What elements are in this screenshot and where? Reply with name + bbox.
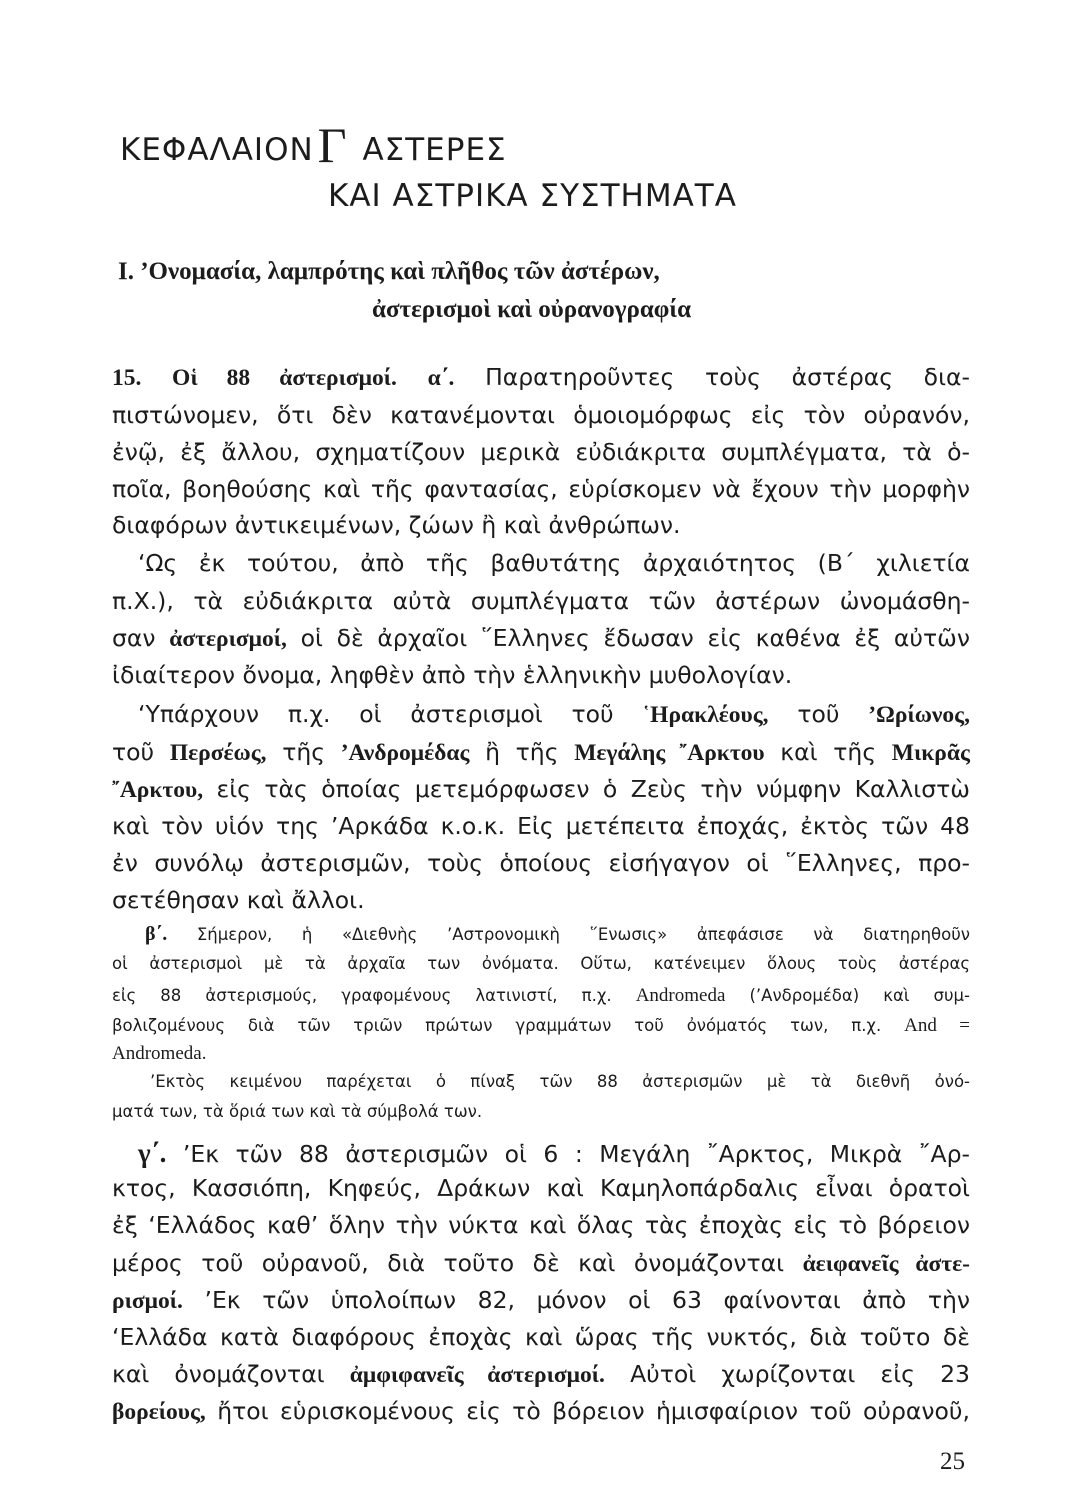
text-span: ἤτοι εὑρισκομένους εἰς τὸ βόρειον ἡμισφαίριον τοῦ οὐρανοῦ, [217, 1397, 970, 1425]
text-line: Παρατηροῦντες τοὺς ἀστέρας δια- [485, 363, 970, 391]
text-span: κτος, Κασσιόπη, Κηφεύς, Δράκων καὶ Καμηλοπάρδαλις εἶναι ὁρατοὶ [112, 1174, 970, 1202]
text-span: ‘Ως ἐκ τούτου, ἀπὸ τῆς βαθυτάτης ἀρχαιότητος (Β΄ χιλιετία [138, 549, 970, 577]
text-span: ’Εκτὸς κειμένου παρέχεται ὁ πίναξ τῶν 88 ἀστερισμῶν μὲ τὰ διεθνῆ ὀνό- [150, 1072, 970, 1091]
text-line [112, 1360, 970, 1388]
text-span: οἱ δὲ ἀρχαῖοι ῞Ελληνες ἔδωσαν εἰς καθένα ἐξ αὐτῶν [300, 624, 970, 652]
text-span: μέρος τοῦ οὐρανοῦ, διὰ τοῦτο δὲ καὶ ὀνομάζονται [112, 1249, 785, 1277]
bold-term: ἀμφιφανεῖς ἀστερισμοί. [349, 1362, 605, 1388]
text-line [112, 624, 970, 652]
bold-term: ’Ανδρομέδας [340, 740, 470, 766]
text-span: ’Εκ τῶν 88 ἀστερισμῶν οἱ 6 : Μεγάλη ῎Αρκτος, Μικρὰ ῎Αρ- [182, 1140, 970, 1168]
text-line [112, 1249, 970, 1277]
chapter-heading [120, 117, 507, 173]
text-span: εἰς τὰς ὁποίας μετεμόρφωσεν ὁ Ζεὺς τὴν νύμφην Καλλιστὼ [216, 775, 970, 803]
text-span: βολιζομένους διὰ τῶν τριῶν πρώτων γραμμάτων τοῦ ὀνόματός των, π.χ. [112, 1016, 882, 1035]
paragraph-marker: α΄. [427, 365, 455, 391]
text-span: Αὐτοὶ χωρίζονται εἰς 23 [630, 1360, 970, 1388]
text-span: (’Ανδρομέδα) καὶ συμ- [749, 986, 970, 1005]
text-line [112, 1211, 970, 1239]
text-line [112, 775, 970, 803]
sub-marker: γ΄. [138, 1138, 167, 1168]
bold-term: ρισμοί. [112, 1288, 183, 1314]
text-span: ἐξ ‘Ελλάδος καθ’ ὅλην τὴν νύκτα καὶ ὅλας τὰς ἐποχὰς εἰς τὸ βόρειον [112, 1211, 970, 1239]
text-line [138, 549, 970, 577]
text-span: ’Εκ τῶν ὑπολοίπων 82, μόνον οἱ 63 φαίνονται ἀπὸ τὴν [204, 1286, 970, 1314]
small-text-line [112, 986, 970, 1005]
text-line [112, 849, 970, 877]
text-span: οἱ ἀστερισμοὶ μὲ τὰ ἀρχαῖα των ὀνόματα. Οὕτω, κατένειμεν ὅλους τοὺς ἀστέρας [112, 954, 970, 973]
text-line [112, 587, 970, 615]
text-span: καὶ ὀνομάζονται [112, 1360, 325, 1388]
text-span: τοῦ [112, 738, 155, 766]
text-line [112, 661, 970, 689]
small-text-line [145, 924, 970, 944]
text-line [112, 812, 970, 840]
small-text-line [112, 956, 970, 973]
section-title-line1: Ι. ’Ονομασία, λαμπρότης καὶ πλῆθος τῶν ἀστέρων, [118, 258, 660, 285]
latin-name: Andromeda [635, 985, 726, 1006]
text-line [138, 1140, 970, 1167]
small-text-line [112, 1044, 970, 1063]
bold-term: ῎Αρκτου, [112, 777, 204, 803]
bold-term: Μικρᾶς [891, 740, 970, 766]
text-line [112, 1323, 970, 1351]
paragraph-heading: Οἱ 88 ἀστερισμοί. [172, 365, 397, 391]
bold-term: Μεγάλης ῎Αρκτου [574, 740, 765, 766]
text-span: ‘Ελλάδα κατὰ διαφόρους ἐποχὰς καὶ ὥρας τῆς νυκτός, διὰ τοῦτο δὲ [112, 1323, 970, 1351]
text-span: Σήμερον, ἡ «Διεθνὴς ’Αστρονομικὴ ῞Ενωσις» ἀπεφάσισε νὰ διατηρηθοῦν [196, 925, 970, 944]
text-line [112, 738, 970, 766]
small-text-line [112, 1016, 970, 1035]
text-span: ἢ τῆς [485, 738, 559, 766]
text-line [112, 401, 970, 429]
text-span: τοῦ [797, 700, 840, 728]
bold-term: βορείους, [112, 1399, 206, 1425]
text-span: ‘Υπάρχουν π.χ. οἱ ἀστερισμοὶ τοῦ [138, 700, 614, 728]
text-span: ἰδιαίτερον ὄνομα, ληφθὲν ἀπὸ τὴν ἑλληνικὴν μυθολογίαν. [112, 661, 793, 689]
small-text-line [150, 1074, 970, 1091]
text-span: καὶ τῆς [780, 738, 877, 766]
latin-abbrev: And = [904, 1015, 971, 1036]
text-line [112, 1397, 970, 1425]
bold-term: ἀστερισμοί, [169, 626, 287, 652]
text-span: εἰς 88 ἀστερισμούς, γραφομένους λατινιστί, π.χ. [112, 986, 612, 1005]
text-span: διαφόρων ἀντικειμένων, ζώων ἢ καὶ ἀνθρώπων. [112, 511, 681, 539]
chapter-letter: Γ [317, 117, 348, 173]
latin-name: Andromeda. [112, 1043, 207, 1064]
chapter-title-line2: ΚΑΙ ΑΣΤΡΙΚΑ ΣΥΣΤΗΜΑΤΑ [328, 178, 737, 214]
text-span: ἐν συνόλῳ ἀστερισμῶν, τοὺς ὁποίους εἰσήγαγον οἱ ῞Ελληνες, προ- [112, 849, 970, 877]
text-span: τῆς [282, 738, 326, 766]
text-span: σετέθησαν καὶ ἄλλοι. [112, 886, 365, 914]
paragraph-first-line [112, 363, 970, 391]
text-span: ποῖα, βοηθούσης καὶ τῆς φαντασίας, εὑρίσκομεν νὰ ἔχουν τὴν μορφὴν [112, 475, 970, 503]
text-span: σαν [112, 624, 156, 652]
sub-marker: β΄. [145, 923, 168, 945]
bold-term: Περσέως, [169, 740, 267, 766]
text-line [112, 886, 970, 914]
small-text-line [112, 1104, 970, 1121]
section-title-line2: ἀστερισμοὶ καὶ οὐρανογραφία [372, 296, 692, 323]
chapter-title-line1: ΑΣΤΕΡΕΣ [362, 132, 507, 168]
bold-term: ’Ωρίωνος, [868, 702, 970, 728]
bold-term: ἀειφανεῖς ἀστε- [802, 1251, 970, 1277]
page-number: 25 [940, 1448, 965, 1475]
text-line [112, 475, 970, 503]
text-span: ματά των, τὰ ὅριά των καὶ τὰ σύμβολά των. [112, 1102, 483, 1121]
text-span: καὶ τὸν υἱόν της ’Αρκάδα κ.ο.κ. Εἰς μετέπειτα ἐποχάς, ἐκτὸς τῶν 48 [112, 812, 970, 840]
text-line [112, 511, 970, 539]
chapter-label: ΚΕΦΑΛΑΙΟΝ [120, 132, 314, 168]
text-line [112, 1174, 970, 1202]
text-span: π.Χ.), τὰ εὐδιάκριτα αὐτὰ συμπλέγματα τῶν ἀστέρων ὠνομάσθη- [112, 587, 970, 615]
bold-term: ῾Ηρακλέους, [642, 702, 769, 728]
text-line [112, 438, 970, 466]
text-line [112, 1286, 970, 1314]
text-line [138, 700, 970, 728]
text-span: πιστώνομεν, ὅτι δὲν κατανέμονται ὁμοιομόρφως εἰς τὸν οὐρανόν, [112, 401, 970, 429]
paragraph-number: 15. [112, 365, 142, 391]
text-span: ἐνῷ, ἐξ ἄλλου, σχηματίζουν μερικὰ εὐδιάκριτα συμπλέγματα, τὰ ὁ- [112, 438, 970, 466]
